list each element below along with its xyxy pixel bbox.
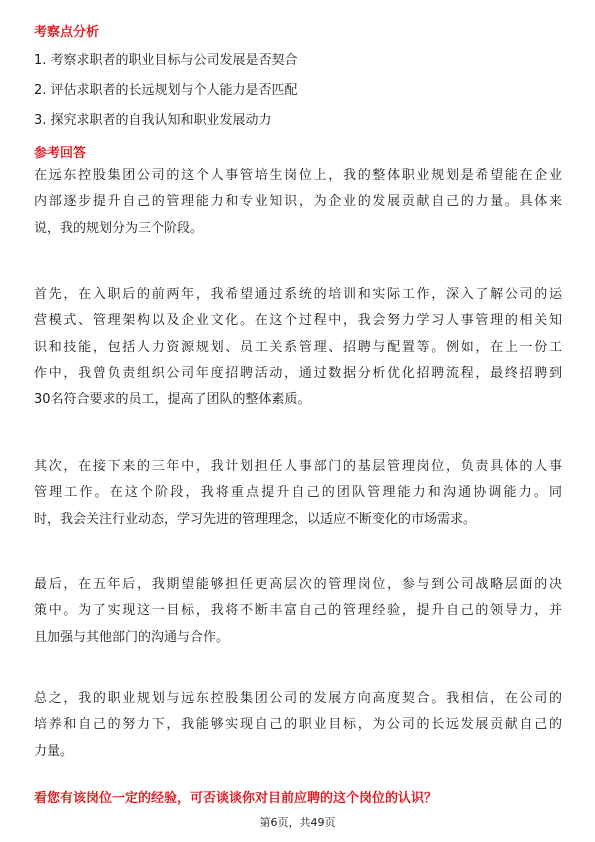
paragraph-line: 策中。为了实现这一目标，我将不断丰富自己的管理经验，提升自己的领导力，并 xyxy=(34,603,562,619)
paragraph-line: 营模式、管理架构以及企业文化。在这个过程中，我会努力学习人事管理的相关知 xyxy=(34,313,562,329)
analysis-item-2: 2. 评估求职者的长远规划与个人能力是否匹配 xyxy=(34,83,298,98)
analysis-item-3: 3. 探究求职者的自我认知和职业发展动力 xyxy=(34,113,272,128)
page-number-footer: 第6页，共49页 xyxy=(259,816,336,829)
paragraph-line: 管理工作。在这个阶段，我将重点提升自己的团队管理能力和沟通协调能力。同 xyxy=(34,485,562,501)
paragraph-line: 30名符合要求的员工，提高了团队的整体素质。 xyxy=(34,392,311,408)
paragraph-line: 其次，在接下来的三年中，我计划担任人事部门的基层管理岗位，负责具体的人事 xyxy=(34,459,562,474)
answer-heading: 参考回答 xyxy=(34,146,87,161)
paragraph-line: 时，我会关注行业动态，学习先进的管理理念，以适应不断变化的市场需求。 xyxy=(34,511,477,527)
next-question: 看您有该岗位一定的经验，可否谈谈你对目前应聘的这个岗位的认识？ xyxy=(34,791,438,806)
answer-paragraph-4 xyxy=(34,572,562,651)
analysis-item-1: 1. 考察求职者的职业目标与公司发展是否契合 xyxy=(34,53,298,68)
paragraph-line: 首先，在入职后的前两年，我希望通过系统的培训和实际工作，深入了解公司的运 xyxy=(34,287,562,302)
paragraph-line: 且加强与其他部门的沟通与合作。 xyxy=(34,629,230,645)
paragraph-line: 在远东控股集团公司的这个人事管培生岗位上，我的整体职业规划是希望能在企业 xyxy=(34,168,562,183)
answer-paragraph-1 xyxy=(34,163,562,242)
paragraph-line: 培养和自己的努力下，我能够实现自己的职业目标，为公司的长远发展贡献自己的 xyxy=(34,717,562,733)
paragraph-line: 识和技能，包括人力资源规划、员工关系管理、招聘与配置等。例如，在上一份工 xyxy=(34,339,562,355)
answer-paragraph-3 xyxy=(34,454,562,533)
paragraph-line: 总之，我的职业规划与远东控股集团公司的发展方向高度契合。我相信，在公司的 xyxy=(34,691,562,706)
paragraph-line: 最后，在五年后，我期望能够担任更高层次的管理岗位，参与到公司战略层面的决 xyxy=(34,577,562,592)
answer-paragraph-5 xyxy=(34,686,562,765)
paragraph-line: 说，我的规划分为三个阶段。 xyxy=(34,220,204,236)
paragraph-line: 作中，我曾负责组织公司年度招聘活动，通过数据分析优化招聘流程，最终招聘到 xyxy=(34,365,562,381)
analysis-heading: 考察点分析 xyxy=(34,25,100,40)
answer-paragraph-2 xyxy=(34,282,562,413)
paragraph-line: 内部逐步提升自己的管理能力和专业知识，为企业的发展贡献自己的力量。具体来 xyxy=(34,194,562,210)
paragraph-line: 力量。 xyxy=(34,743,74,759)
